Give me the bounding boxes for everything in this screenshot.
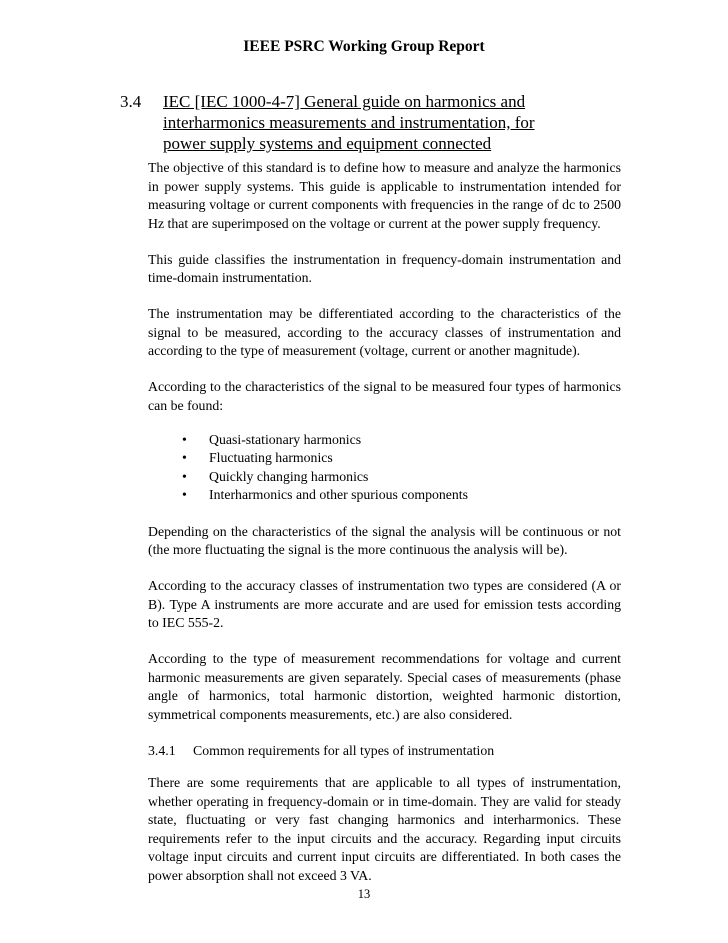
subsection-number: 3.4.1 bbox=[148, 742, 176, 758]
paragraph: According to the accuracy classes of instrumentation two types are considered (A or B). Type A instruments are more accurate and are used for emission tests according to IEC 555-2. bbox=[148, 578, 621, 630]
bullet-icon: • bbox=[182, 468, 187, 484]
subsection-paragraph: There are some requirements that are applicable to all types of instrumentation, whether operating in frequency-domain or in time-domain. They are valid for steady state, fluctuating or very fast changing harmonics and interharmonics. These requirements refer to the input circuits and the accuracy. Regarding input circuits voltage input circuits and current input circuits are differentiated. In both cases the power absorption shall not exceed 3 VA. bbox=[148, 775, 621, 883]
paragraph: According to the characteristics of the signal to be measured four types of harmonics can be found: bbox=[148, 379, 621, 413]
list-item bbox=[148, 468, 621, 487]
subsection-title: Common requirements for all types of instrumentation bbox=[193, 742, 495, 758]
paragraph: According to the type of measurement recommendations for voltage and current harmonic measurements are given separately. Special cases of measurements (phase angle of harmonics, total harmonic distortion, weighted harmonic distortion, symmetrical components measurements, etc.) are also considered. bbox=[148, 651, 621, 722]
running-header: IEEE PSRC Working Group Report bbox=[243, 38, 485, 55]
paragraph: The objective of this standard is to define how to measure and analyze the harmonics in power supply systems. This guide is applicable to instrumentation intended for measuring voltage or current components with frequencies in the range of dc to 2500 Hz that are superimposed on the voltage or current at the power supply frequency. bbox=[148, 160, 621, 231]
body-text bbox=[148, 159, 621, 903]
harmonics-type-list bbox=[148, 431, 621, 505]
bullet-icon: • bbox=[182, 487, 187, 502]
section-heading bbox=[120, 91, 580, 154]
bullet-icon: • bbox=[182, 450, 187, 465]
bullet-icon: • bbox=[182, 431, 187, 447]
list-item-text: Quasi-stationary harmonics bbox=[209, 431, 362, 447]
section-title: IEC [IEC 1000-4-7] General guide on harmonics and interharmonics measurements and instrumentation, for power supply systems and equipment connected bbox=[163, 92, 535, 153]
section-number: 3.4 bbox=[120, 92, 142, 111]
paragraph: The instrumentation may be differentiated according to the characteristics of the signal to be measured, according to the accuracy classes of instrumentation and according to the type of measurement (voltage, current or another magnitude). bbox=[148, 306, 621, 358]
subsection-heading bbox=[148, 742, 621, 761]
list-item bbox=[148, 449, 621, 468]
list-item bbox=[148, 486, 621, 505]
list-item bbox=[148, 431, 621, 450]
paragraph: This guide classifies the instrumentation in frequency-domain instrumentation and time-domain instrumentation. bbox=[148, 251, 621, 285]
list-item-text: Quickly changing harmonics bbox=[209, 468, 369, 484]
list-item-text: Fluctuating harmonics bbox=[209, 450, 333, 465]
list-item-text: Interharmonics and other spurious components bbox=[209, 487, 469, 502]
paragraph: Depending on the characteristics of the signal the analysis will be continuous or not (the more fluctuating the signal is the more continuous the analysis will be). bbox=[148, 523, 621, 557]
page-number: 13 bbox=[357, 887, 371, 901]
